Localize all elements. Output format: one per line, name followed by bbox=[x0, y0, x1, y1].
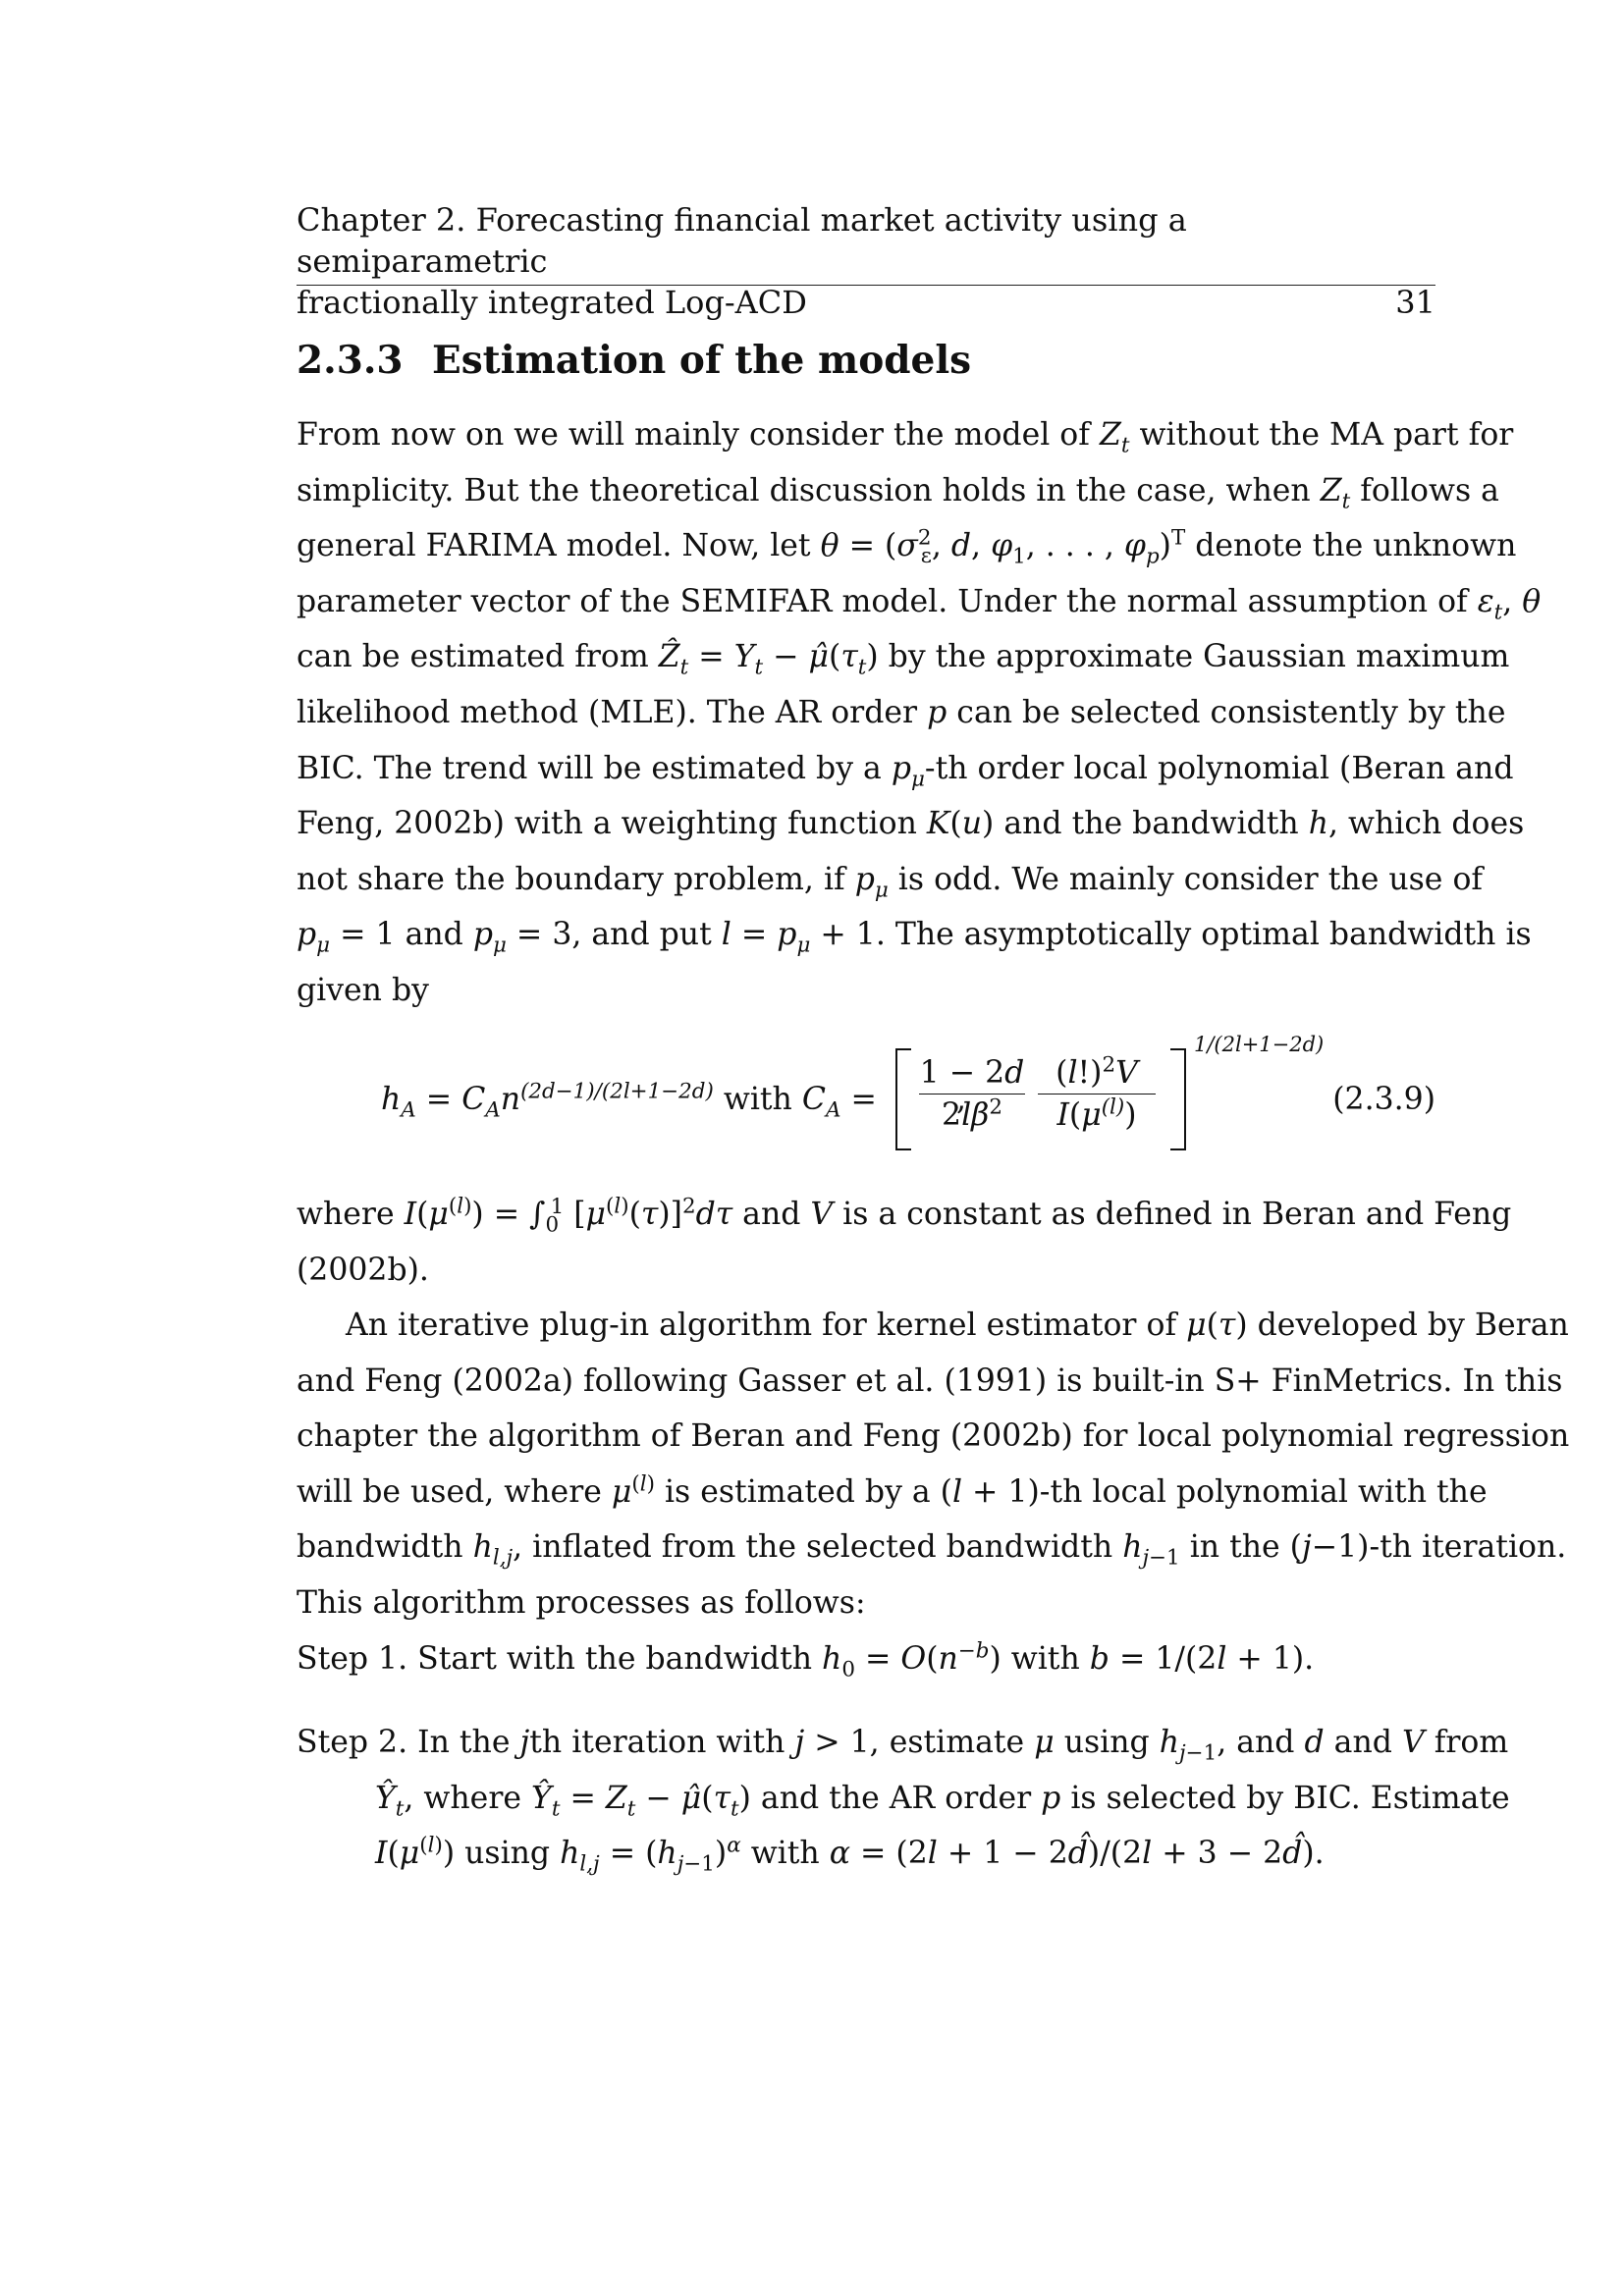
paragraph-intro: From now on we will mainly consider the model of $Z_t$ without the MA part for simplicity. But the theoretical discussion holds in the case, when $Z_t$ follows a general FARIMA model. Now, let $\theta = (\sigma^2_\varepsilon$, d, $\varphi_1$, . . . , $\varphi_p)^T$ denote the unknown parameter vector of the SEMIFAR model. Under the normal assumption of $\varepsilon_t$, θ can be estimated from Ẑ$_t$ = $Y_t$ − $\mû(\tau_t)$ by the approximate Gaussian maximum likelihood method (MLE). The AR order p can be selected consistently by the BIC. The trend will be estimated by a $p_\mu-th$ order local polynomial (Beran and Feng, 2002b) with a weighting function K(u) and the bandwidth h, which does not share the boundary problem, if $p_\mu$ is odd. We mainly consider the use of $p_\mu = 1$ and $p_\mu = 3$, and put $l = p_\mu + 1$. The asymptotically optimal bandwidth is given by bbox=[297, 417, 1542, 1008]
step-1-label: Step 1. bbox=[297, 1641, 408, 1677]
section-heading bbox=[297, 336, 971, 385]
paragraph-where: where $I(\mu^{(l)}) = \int_0^1$ $[\mu^{(l)}(\tau)]^2d\tau$ and V is a constant as defined in Beran and Feng (2002b). bbox=[297, 1194, 1512, 1288]
header-chapter-line1: Chapter 2. Forecasting financial market activity using a semiparametric bbox=[297, 201, 1187, 280]
bracket-exponent: 1/(2l+1−2d) bbox=[1194, 1033, 1325, 1056]
left-bracket bbox=[895, 1048, 911, 1150]
right-bracket bbox=[1170, 1048, 1186, 1150]
section-title: Estimation of the models bbox=[432, 338, 972, 383]
step-2-label: Step 2. bbox=[297, 1725, 408, 1760]
header-chapter-line2: fractionally integrated Log-ACD bbox=[297, 284, 807, 321]
fraction-2: $(l!)^2V$ $I(\mu^{(l)})$ bbox=[1038, 1052, 1156, 1136]
equation-bracket-term bbox=[895, 1033, 1406, 1158]
paragraph-algorithm: An iterative plug-in algorithm for kernel estimator of μ(τ) developed by Beran and Feng (2002a) following Gasser et al. (1991) is built-in S+ FinMetrics. In this chapter the algorithm of Beran and Feng (2002b) for local polynomial regression will be used, where $\mu^{(l)}$ is estimated by a (l + 1)-th local polynomial with the bandwidth $h_{l,j}$, inflated from the selected bandwidth $h_{j-1}$ in the (j−1)-th iteration. This algorithm processes as follows: bbox=[297, 1308, 1570, 1621]
running-header bbox=[297, 199, 1435, 323]
equation-lhs: $h_A = C_An^{(2d-1)/(2l+1-2d)}$ with $C_A$ = bbox=[381, 1079, 877, 1123]
fraction-1: 1 − 2d $2l\beta^2$ bbox=[919, 1055, 1025, 1133]
step-1: Step 1. Start with the bandwidth $h_0 = O(n^{-b})$ with b = 1/(2l + 1). bbox=[297, 1638, 1315, 1682]
header-rule bbox=[297, 285, 1435, 286]
equation-number: (2.3.9) bbox=[1332, 1082, 1435, 1117]
equation-2-3-9: $h_A = C_An^{(2d-1)/(2l+1-2d)}$ with $C_A$ = 1 − 2d $2l\beta^2$ $(l!)^2V$ $I(\mu^{(l)})$ 1/(2l+1−2d) , (2.3.9) bbox=[297, 1041, 1435, 1158]
step-2: Step 2. In the jth iteration with j > 1, estimate μ using $h_{j-1}$, and d and V from $Ŷ_t$, where $Ŷ_t = Z_t$ − $\mû(\tau_t)$ and the AR order p is selected by BIC. Estimate $I(\mu^{(l)})$ using $h_{l,j} = (h_{j-1})^\alpha$ with α = (2l + 1 − 2d̂)/(2l + 3 − 2d̂). bbox=[297, 1725, 1510, 1877]
page-number: 31 bbox=[1395, 284, 1435, 321]
section-number: 2.3.3 bbox=[297, 338, 404, 383]
equation-connector: with bbox=[723, 1082, 792, 1117]
